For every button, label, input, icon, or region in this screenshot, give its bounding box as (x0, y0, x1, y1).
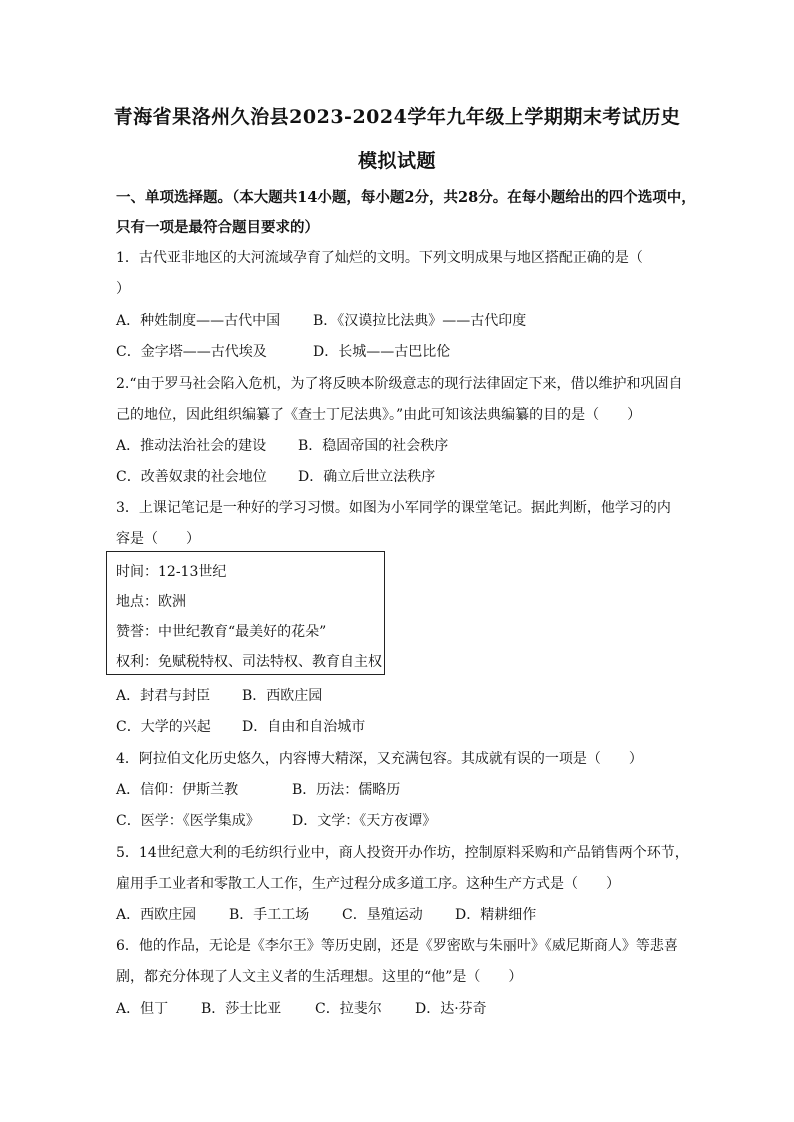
question-2-option-b: B．稳固帝国的社会秩序 (298, 438, 449, 454)
question-4-options-row2 (116, 810, 436, 830)
question-3-option-d: D．自由和自治城市 (242, 719, 366, 735)
question-3-options-row1 (116, 685, 322, 705)
section-heading: 一、单项选择题。（本大题共14小题，每小题2分，共28分。在每小题给出的四个选项中， (116, 189, 696, 206)
question-2-option-d: D．确立后世立法秩序 (298, 469, 436, 485)
question-3-option-c: C．大学的兴起 (116, 719, 211, 735)
question-5-option-b: B．手工工场 (229, 907, 310, 923)
question-1-options-row1 (116, 310, 526, 330)
question-6-option-a: A．但丁 (116, 1001, 169, 1017)
question-6-stem: 6．他的作品，无论是《李尔王》等历史剧，还是《罗密欧与朱丽叶》《威尼斯商人》等悲喜 (116, 938, 678, 954)
question-3-stem: 3．上课记笔记是一种好的学习习惯。如图为小军同学的课堂笔记。据此判断，他学习的内 (116, 500, 671, 516)
question-2-options-row2 (116, 466, 435, 486)
question-5-options (116, 904, 536, 924)
question-6-options (116, 998, 487, 1018)
note-rights: 权利：免赋税特权、司法特权、教育自主权 (116, 654, 382, 670)
question-5-option-a: A．西欧庄园 (116, 907, 197, 923)
question-4-option-c: C．医学：《医学集成》 (116, 813, 260, 829)
question-1-stem-cont: ） (116, 281, 130, 297)
question-3-options-row2 (116, 716, 365, 736)
question-3-option-a: A．封君与封臣 (116, 688, 211, 704)
question-6-option-c: C．拉斐尔 (315, 1001, 382, 1017)
question-5-option-c: C．垦殖运动 (342, 907, 423, 923)
question-1-option-b: B．《汉谟拉比法典》——古代印度 (313, 313, 527, 329)
question-4-option-a: A．信仰：伊斯兰教 (116, 782, 239, 798)
question-1-option-c: C．金字塔——古代埃及 (116, 344, 267, 360)
exam-title: 青海省果洛州久治县2023-2024学年九年级上学期期末考试历史 (113, 106, 681, 128)
question-1-option-d: D．长城——古巴比伦 (313, 344, 451, 360)
question-4-options-row1 (116, 779, 400, 799)
note-place: 地点：欧洲 (116, 594, 186, 610)
question-3-stem-cont: 容是（ ） (116, 531, 200, 547)
question-5-stem-cont: 雇用手工业者和零散工人工作，生产过程分成多道工序。这种生产方式是（ ） (116, 876, 620, 892)
exam-subtitle: 模拟试题 (357, 150, 436, 172)
class-notes-box (106, 551, 385, 675)
note-time: 时间：12-13世纪 (116, 564, 227, 580)
question-2-stem: 2.“由于罗马社会陷入危机，为了将反映本阶级意志的现行法律固定下来，借以维护和巩固自 (116, 376, 683, 392)
question-6-option-b: B．莎士比亚 (201, 1001, 282, 1017)
section-heading-cont: 只有一项是最符合题目要求的） (116, 219, 319, 236)
question-5-stem: 5．14世纪意大利的毛纺织行业中，商人投资开办作坊，控制原料采购和产品销售两个环节， (116, 845, 689, 861)
note-praise: 赞誉：中世纪教育“最美好的花朵” (116, 624, 327, 640)
question-2-stem-cont: 己的地位，因此组织编纂了《查士丁尼法典》。”由此可知该法典编纂的目的是（ ） (116, 407, 642, 423)
question-2-options-row1 (116, 435, 448, 455)
question-5-option-d: D．精耕细作 (455, 907, 537, 923)
question-1-options-row2 (116, 341, 450, 361)
question-1-stem: 1．古代亚非地区的大河流域孕育了灿烂的文明。下列文明成果与地区搭配正确的是（ (116, 250, 643, 266)
question-6-stem-cont: 剧，都充分体现了人文主义者的生活理想。这里的“他”是（ ） (116, 969, 523, 985)
question-4-option-d: D．文学：《天方夜谭》 (292, 813, 437, 829)
question-3-option-b: B．西欧庄园 (242, 688, 323, 704)
question-1-option-a: A．种姓制度——古代中国 (116, 313, 281, 329)
question-2-option-a: A．推动法治社会的建设 (116, 438, 267, 454)
question-2-option-c: C．改善奴隶的社会地位 (116, 469, 267, 485)
question-4-stem: 4．阿拉伯文化历史悠久，内容博大精深，又充满包容。其成就有误的一项是（ ） (116, 751, 643, 767)
question-6-option-d: D．达·芬奇 (415, 1001, 487, 1017)
question-4-option-b: B．历法：儒略历 (292, 782, 401, 798)
